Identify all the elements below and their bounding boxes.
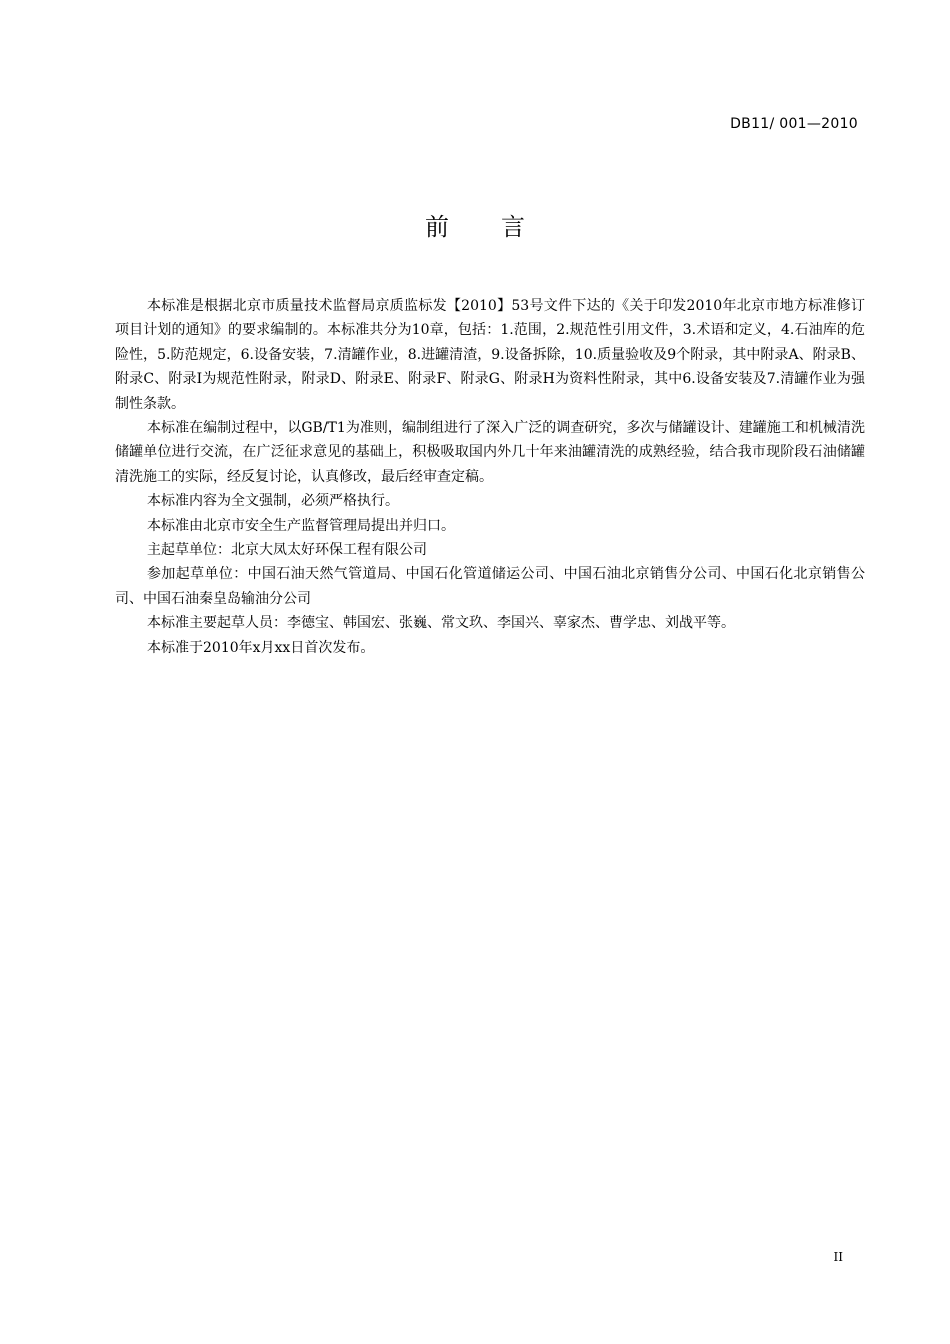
paragraph-proposer: 本标准由北京市安全生产监督管理局提出并归口。 (147, 517, 455, 534)
page-title (0, 212, 950, 242)
document-code: DB11/ 001—2010 (730, 116, 858, 132)
paragraph-release-date: 本标准于2010年x月xx日首次发布。 (147, 639, 375, 656)
paragraph-main-drafter: 主起草单位：北京大凤太好环保工程有限公司 (147, 542, 427, 559)
paragraph-compilation: 本标准在编制过程中，以GB/T1为准则，编制组进行了深入广泛的调查研究，多次与储罐设计、建罐施工和机械清洗储罐单位进行交流，在广泛征求意见的基础上，积极吸取国内外几十年来油罐清洗的成熟经验，结合我市现阶段石油储罐清洗施工的实际，经反复讨论，认真修改，最后经审查定稿。 (115, 420, 865, 485)
page-number: II (833, 1250, 843, 1264)
paragraph-mandatory: 本标准内容为全文强制，必须严格执行。 (147, 493, 399, 510)
title-char-2: 言 (501, 213, 525, 241)
paragraph-participating-drafters: 参加起草单位：中国石油天然气管道局、中国石化管道储运公司、中国石油北京销售分公司、中国石化北京销售公司、中国石油秦皇岛输油分公司 (115, 566, 865, 607)
title-char-1: 前 (425, 213, 449, 241)
paragraph-basis: 本标准是根据北京市质量技术监督局京质监标发【2010】53号文件下达的《关于印发2010年北京市地方标准修订项目计划的通知》的要求编制的。本标准共分为10章，包括：1.范围，2.规范性引用文件，3.术语和定义，4.石油库的危险性，5.防范规定，6.设备安装，7.清罐作业，8.进罐清渣，9.设备拆除，10.质量验收及9个附录，其中附录A、附录B、附录C、附录I为规范性附录，附录D、附录E、附录F、附录G、附录H为资料性附录，其中6.设备安装及7.清罐作业为强制性条款。 (115, 298, 865, 412)
foreword-body (115, 294, 865, 660)
paragraph-drafting-persons: 本标准主要起草人员：李德宝、韩国宏、张巍、常文玖、李国兴、辜家杰、曹学忠、刘战平等。 (147, 615, 735, 632)
